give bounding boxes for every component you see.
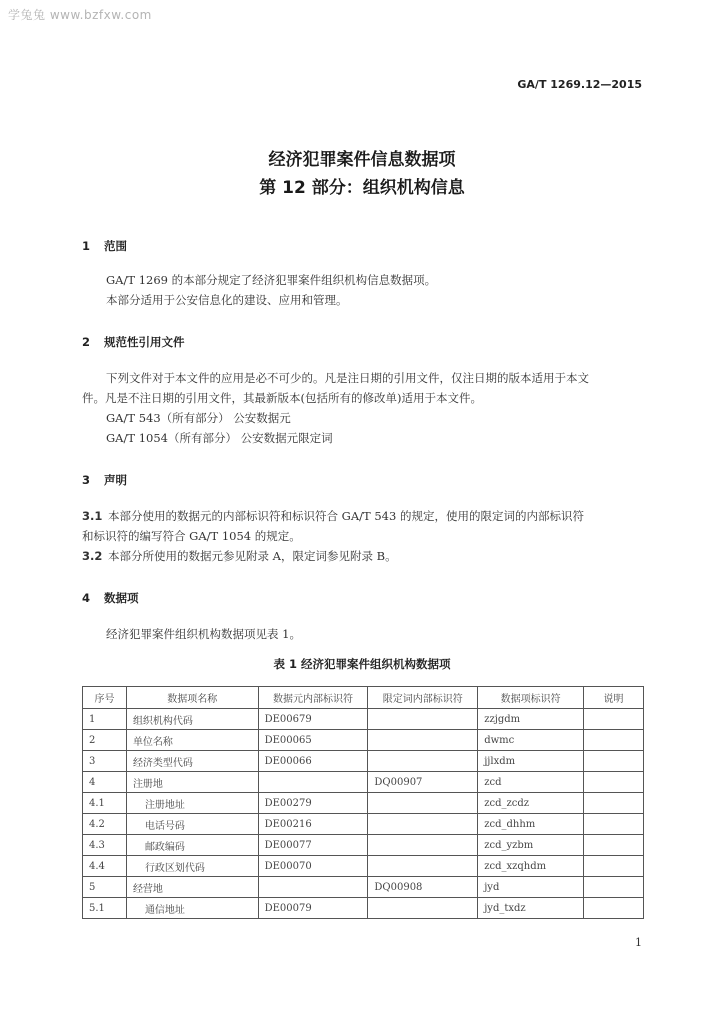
table-row [83,730,644,751]
cell-qualifier-id [368,835,478,856]
table-header-row [83,687,644,709]
section-title: 数据项 [104,591,139,605]
cell-note [584,835,644,856]
scope-paragraph-1: GA/T 1269 的本部分规定了经济犯罪案件组织机构信息数据项。 [106,273,437,287]
clause-3-1-line-2: 和标识符的编写符合 GA/T 1054 的规定。 [82,529,301,543]
cell-seq: 5 [83,877,127,898]
table-row [83,751,644,772]
section-title: 声明 [104,473,127,487]
cell-note [584,772,644,793]
clause-text: 本部分所使用的数据元参见附录 A，限定词参见附录 B。 [108,549,397,563]
table-row [83,772,644,793]
cell-data-element-id [258,877,368,898]
section-2-heading [82,334,185,350]
section-4-heading [82,590,139,606]
cell-seq: 3 [83,751,127,772]
standard-code: GA/T 1269.12—2015 [517,78,642,91]
cell-note [584,730,644,751]
cell-note [584,709,644,730]
cell-item-identifier: jjlxdm [478,751,584,772]
cell-qualifier-id [368,814,478,835]
cell-item-identifier: jyd [478,877,584,898]
cell-item-name: 邮政编码 [126,835,258,856]
references-paragraph-line-2: 件。凡是不注日期的引用文件，其最新版本(包括所有的修改单)适用于本文件。 [82,391,482,405]
cell-seq: 1 [83,709,127,730]
clause-number: 3.1 [82,509,103,523]
section-1-heading [82,238,127,254]
cell-item-name: 经营地 [126,877,258,898]
cell-seq: 4.2 [83,814,127,835]
table-caption: 表 1 经济犯罪案件组织机构数据项 [273,657,451,671]
cell-note [584,751,644,772]
cell-item-name: 经济类型代码 [126,751,258,772]
section-title: 规范性引用文件 [104,335,185,349]
cell-item-name: 注册地 [126,772,258,793]
cell-qualifier-id [368,709,478,730]
cell-item-identifier: zcd_dhhm [478,814,584,835]
cell-seq: 4.4 [83,856,127,877]
document-title: 经济犯罪案件信息数据项 [268,150,456,170]
cell-seq: 4 [83,772,127,793]
cell-item-identifier: zcd_xzqhdm [478,856,584,877]
cell-item-identifier: zcd_yzbm [478,835,584,856]
section-3-heading [82,472,127,488]
clause-text: 本部分使用的数据元的内部标识符和标识符合 GA/T 543 的规定，使用的限定词的内部标识符 [108,509,584,523]
header-cell: 数据项标识符 [478,687,584,709]
cell-seq: 5.1 [83,898,127,919]
cell-seq: 4.1 [83,793,127,814]
cell-note [584,856,644,877]
cell-data-element-id: DE00077 [258,835,368,856]
cell-note [584,898,644,919]
cell-qualifier-id [368,898,478,919]
cell-data-element-id: DE00065 [258,730,368,751]
cell-data-element-id: DE00066 [258,751,368,772]
cell-item-identifier: jyd_txdz [478,898,584,919]
cell-note [584,877,644,898]
section-number: 1 [82,239,91,253]
header-cell: 数据项名称 [126,687,258,709]
cell-item-identifier: zcd [478,772,584,793]
cell-item-name: 通信地址 [126,898,258,919]
section-number: 2 [82,335,91,349]
cell-item-identifier: dwmc [478,730,584,751]
table-row [83,856,644,877]
table-row [83,814,644,835]
watermark-text: 学兔兔 www.bzfxw.com [8,8,152,22]
clause-number: 3.2 [82,549,103,563]
cell-item-name: 电话号码 [126,814,258,835]
reference-item-2: GA/T 1054（所有部分） 公安数据元限定词 [106,431,333,445]
cell-qualifier-id [368,856,478,877]
clause-3-1-line-1 [82,506,584,526]
cell-data-element-id: DE00079 [258,898,368,919]
cell-data-element-id: DE00070 [258,856,368,877]
data-items-paragraph: 经济犯罪案件组织机构数据项见表 1。 [106,627,301,641]
cell-data-element-id: DE00279 [258,793,368,814]
header-cell: 序号 [83,687,127,709]
cell-data-element-id: DE00679 [258,709,368,730]
section-title: 范围 [104,239,127,253]
scope-paragraph-2: 本部分适用于公安信息化的建设、应用和管理。 [106,293,348,307]
table-row [83,709,644,730]
cell-data-element-id [258,772,368,793]
document-subtitle: 第 12 部分：组织机构信息 [259,178,465,198]
cell-seq: 2 [83,730,127,751]
cell-item-identifier: zcd_zcdz [478,793,584,814]
cell-qualifier-id [368,793,478,814]
cell-qualifier-id: DQ00908 [368,877,478,898]
cell-item-name: 行政区划代码 [126,856,258,877]
cell-seq: 4.3 [83,835,127,856]
header-cell: 说明 [584,687,644,709]
table-row [83,793,644,814]
table-row [83,877,644,898]
table-row [83,835,644,856]
cell-item-identifier: zzjgdm [478,709,584,730]
section-number: 3 [82,473,91,487]
reference-item-1: GA/T 543（所有部分） 公安数据元 [106,411,291,425]
cell-note [584,814,644,835]
page-number: 1 [635,936,642,949]
table-row [83,898,644,919]
cell-item-name: 单位名称 [126,730,258,751]
references-paragraph-line-1: 下列文件对于本文件的应用是必不可少的。凡是注日期的引用文件，仅注日期的版本适用于本文 [106,371,589,385]
cell-qualifier-id [368,730,478,751]
cell-qualifier-id: DQ00907 [368,772,478,793]
cell-note [584,793,644,814]
section-number: 4 [82,591,91,605]
data-items-table [82,686,644,919]
header-cell: 数据元内部标识符 [258,687,368,709]
cell-item-name: 注册地址 [126,793,258,814]
cell-data-element-id: DE00216 [258,814,368,835]
cell-item-name: 组织机构代码 [126,709,258,730]
header-cell: 限定词内部标识符 [368,687,478,709]
clause-3-2 [82,546,397,566]
cell-qualifier-id [368,751,478,772]
